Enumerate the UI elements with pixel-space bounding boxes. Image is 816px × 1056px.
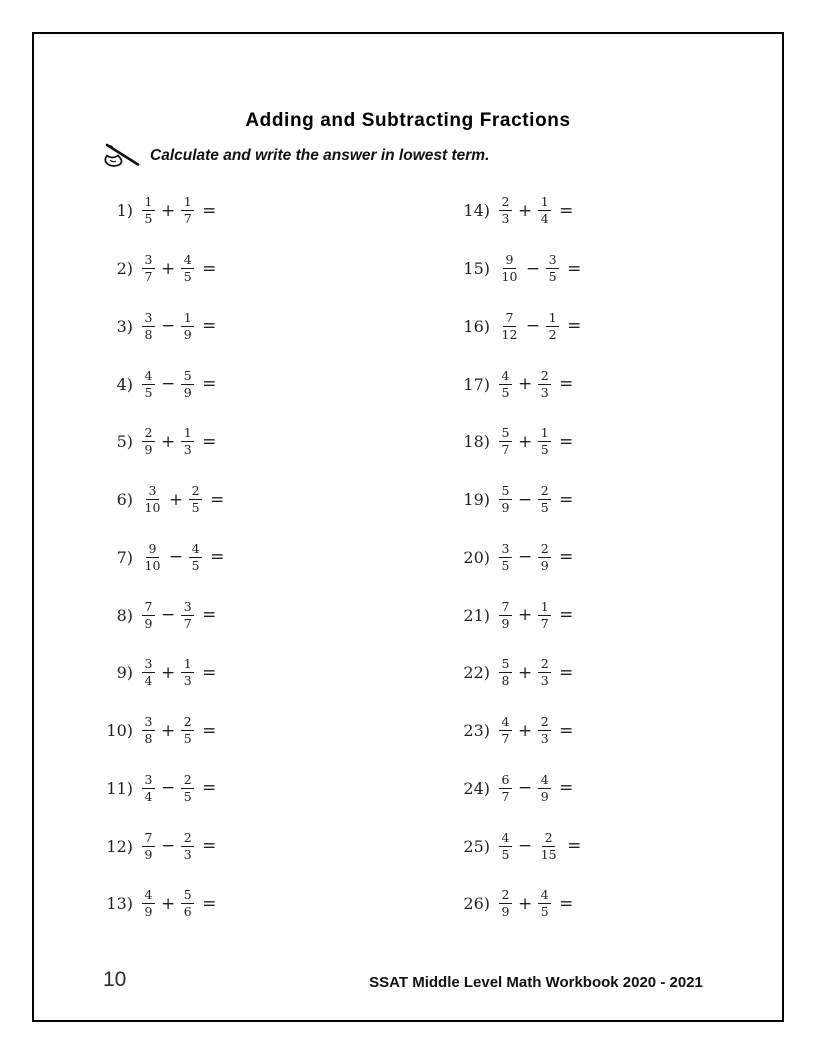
problem-row xyxy=(448,182,581,240)
problem-number: 10) xyxy=(106,721,133,741)
problem-number: 5) xyxy=(116,432,133,452)
fraction-first xyxy=(499,600,512,631)
fraction-first xyxy=(499,831,512,862)
fraction-second xyxy=(181,253,194,284)
fraction-numerator: 4 xyxy=(538,773,551,789)
fraction-denominator: 9 xyxy=(540,557,549,573)
fraction-numerator: 2 xyxy=(538,484,551,500)
equals-sign: = xyxy=(202,200,217,221)
fraction-denominator: 2 xyxy=(548,326,557,342)
equals-sign: = xyxy=(202,316,217,337)
fraction-first xyxy=(499,542,512,573)
fraction-numerator: 2 xyxy=(499,888,512,904)
problem-number: 17) xyxy=(463,374,490,394)
equals-sign: = xyxy=(559,547,574,568)
fraction-denominator: 9 xyxy=(144,904,153,920)
fraction-numerator: 1 xyxy=(181,657,194,673)
problem-number: 19) xyxy=(463,490,490,510)
fraction-first xyxy=(499,657,512,688)
problem-row xyxy=(448,875,581,933)
fraction-numerator: 1 xyxy=(546,311,559,327)
fraction-second xyxy=(181,831,194,862)
fraction-second xyxy=(538,426,551,457)
fraction-first xyxy=(142,600,155,631)
operator-sign: − xyxy=(160,374,176,395)
problem-row xyxy=(448,413,581,471)
fraction-numerator: 2 xyxy=(181,831,194,847)
operator-sign: + xyxy=(517,893,533,914)
fraction-numerator: 3 xyxy=(142,715,155,731)
problem-number: 12) xyxy=(106,836,133,856)
fraction-numerator: 4 xyxy=(181,253,194,269)
fraction-second xyxy=(538,657,551,688)
fraction-first xyxy=(499,253,520,284)
problem-number: 25) xyxy=(463,836,490,856)
operator-sign: + xyxy=(160,431,176,452)
fraction-denominator: 5 xyxy=(540,904,549,920)
problem-row xyxy=(448,817,581,875)
fraction-denominator: 5 xyxy=(191,500,200,516)
fraction-second xyxy=(538,369,551,400)
fraction-numerator: 5 xyxy=(499,426,512,442)
fraction-denominator: 9 xyxy=(183,326,192,342)
fraction-second xyxy=(181,773,194,804)
problem-row xyxy=(448,298,581,356)
fraction-first xyxy=(142,253,155,284)
problem-number: 21) xyxy=(463,605,490,625)
operator-sign: − xyxy=(517,489,533,510)
problem-number: 23) xyxy=(463,721,490,741)
operator-sign: + xyxy=(168,489,184,510)
operator-sign: + xyxy=(517,431,533,452)
problem-number: 3) xyxy=(116,316,133,336)
fraction-numerator: 9 xyxy=(503,253,516,269)
fraction-denominator: 9 xyxy=(144,615,153,631)
operator-sign: − xyxy=(160,836,176,857)
fraction-denominator: 9 xyxy=(501,500,510,516)
fraction-numerator: 2 xyxy=(538,542,551,558)
fraction-denominator: 7 xyxy=(501,788,510,804)
equals-sign: = xyxy=(210,547,225,568)
problem-number: 13) xyxy=(106,894,133,914)
fraction-first xyxy=(142,311,155,342)
fraction-denominator: 5 xyxy=(501,846,510,862)
fraction-second xyxy=(538,888,551,919)
equals-sign: = xyxy=(567,316,582,337)
fraction-numerator: 3 xyxy=(146,484,159,500)
problem-row xyxy=(91,471,224,529)
problem-number: 7) xyxy=(116,547,133,567)
fraction-denominator: 5 xyxy=(183,269,192,285)
fraction-second xyxy=(181,600,194,631)
fraction-numerator: 1 xyxy=(181,311,194,327)
fraction-denominator: 10 xyxy=(501,269,518,285)
problem-number: 15) xyxy=(463,259,490,279)
fraction-second xyxy=(538,715,551,746)
fraction-denominator: 5 xyxy=(501,557,510,573)
fraction-numerator: 2 xyxy=(142,426,155,442)
fraction-numerator: 2 xyxy=(542,831,555,847)
operator-sign: + xyxy=(517,605,533,626)
operator-sign: + xyxy=(160,893,176,914)
fraction-first xyxy=(142,369,155,400)
fraction-denominator: 4 xyxy=(144,788,153,804)
fraction-second xyxy=(538,773,551,804)
fraction-denominator: 7 xyxy=(540,615,549,631)
instruction-row xyxy=(104,142,489,170)
fraction-denominator: 7 xyxy=(183,211,192,227)
fraction-denominator: 7 xyxy=(501,442,510,458)
problem-number: 9) xyxy=(116,663,133,683)
equals-sign: = xyxy=(202,836,217,857)
fraction-first xyxy=(142,831,155,862)
fraction-denominator: 3 xyxy=(540,673,549,689)
problem-row xyxy=(448,586,581,644)
fraction-numerator: 2 xyxy=(538,369,551,385)
fraction-denominator: 6 xyxy=(183,904,192,920)
fraction-denominator: 12 xyxy=(501,326,518,342)
problem-number: 16) xyxy=(463,316,490,336)
fraction-denominator: 5 xyxy=(548,269,557,285)
fraction-numerator: 5 xyxy=(181,369,194,385)
fraction-numerator: 7 xyxy=(499,600,512,616)
fraction-numerator: 2 xyxy=(538,715,551,731)
equals-sign: = xyxy=(202,258,217,279)
problem-number: 20) xyxy=(463,547,490,567)
operator-sign: + xyxy=(160,200,176,221)
fraction-numerator: 3 xyxy=(546,253,559,269)
fraction-second xyxy=(538,195,551,226)
fraction-first xyxy=(499,195,512,226)
fraction-first xyxy=(499,311,520,342)
problem-row xyxy=(91,413,224,471)
problem-row xyxy=(91,760,224,818)
fraction-numerator: 5 xyxy=(499,657,512,673)
fraction-denominator: 4 xyxy=(144,673,153,689)
operator-sign: − xyxy=(517,778,533,799)
fraction-numerator: 3 xyxy=(142,773,155,789)
fraction-numerator: 3 xyxy=(142,311,155,327)
equals-sign: = xyxy=(559,893,574,914)
equals-sign: = xyxy=(567,836,582,857)
operator-sign: − xyxy=(517,547,533,568)
fraction-numerator: 4 xyxy=(142,888,155,904)
fraction-second xyxy=(189,484,202,515)
problem-number: 4) xyxy=(116,374,133,394)
fraction-numerator: 1 xyxy=(181,426,194,442)
fraction-numerator: 7 xyxy=(142,600,155,616)
operator-sign: − xyxy=(160,316,176,337)
footer-page-number: 10 xyxy=(103,968,127,991)
operator-sign: − xyxy=(525,316,541,337)
fraction-second xyxy=(538,484,551,515)
operator-sign: + xyxy=(160,258,176,279)
fraction-first xyxy=(142,773,155,804)
fraction-denominator: 9 xyxy=(501,615,510,631)
fraction-numerator: 4 xyxy=(499,715,512,731)
fraction-denominator: 3 xyxy=(540,384,549,400)
fraction-numerator: 5 xyxy=(181,888,194,904)
fraction-numerator: 7 xyxy=(503,311,516,327)
fraction-denominator: 4 xyxy=(540,211,549,227)
equals-sign: = xyxy=(559,200,574,221)
fraction-numerator: 1 xyxy=(538,195,551,211)
operator-sign: + xyxy=(517,200,533,221)
problem-row xyxy=(91,529,224,587)
equals-sign: = xyxy=(559,720,574,741)
problem-number: 26) xyxy=(463,894,490,914)
operator-sign: − xyxy=(517,836,533,857)
fraction-denominator: 3 xyxy=(183,846,192,862)
fraction-first xyxy=(499,773,512,804)
problem-row xyxy=(91,702,224,760)
operator-sign: + xyxy=(517,374,533,395)
problem-number: 2) xyxy=(116,259,133,279)
fraction-denominator: 8 xyxy=(501,673,510,689)
fraction-denominator: 7 xyxy=(501,731,510,747)
fraction-numerator: 6 xyxy=(499,773,512,789)
problem-number: 14) xyxy=(463,201,490,221)
problem-row xyxy=(91,817,224,875)
fraction-second xyxy=(181,195,194,226)
problem-row xyxy=(448,702,581,760)
problem-row xyxy=(91,644,224,702)
fraction-first xyxy=(142,542,163,573)
fraction-denominator: 5 xyxy=(144,384,153,400)
fraction-denominator: 8 xyxy=(144,326,153,342)
fraction-first xyxy=(142,195,155,226)
problem-number: 6) xyxy=(116,490,133,510)
fraction-denominator: 3 xyxy=(501,211,510,227)
fraction-numerator: 1 xyxy=(142,195,155,211)
equals-sign: = xyxy=(559,605,574,626)
fraction-denominator: 3 xyxy=(183,673,192,689)
page-title: Adding and Subtracting Fractions xyxy=(245,109,571,131)
fraction-denominator: 15 xyxy=(540,846,557,862)
fraction-denominator: 10 xyxy=(144,500,161,516)
fraction-denominator: 3 xyxy=(540,731,549,747)
fraction-denominator: 9 xyxy=(540,788,549,804)
fraction-numerator: 1 xyxy=(538,600,551,616)
operator-sign: − xyxy=(160,605,176,626)
fraction-numerator: 4 xyxy=(499,831,512,847)
problem-row xyxy=(448,644,581,702)
problem-row xyxy=(91,875,224,933)
problem-row xyxy=(448,760,581,818)
fraction-second xyxy=(538,542,551,573)
equals-sign: = xyxy=(559,778,574,799)
fraction-denominator: 5 xyxy=(540,500,549,516)
equals-sign: = xyxy=(202,374,217,395)
fraction-first xyxy=(142,657,155,688)
fraction-denominator: 9 xyxy=(144,846,153,862)
fraction-numerator: 4 xyxy=(499,369,512,385)
fraction-numerator: 2 xyxy=(499,195,512,211)
fraction-denominator: 7 xyxy=(183,615,192,631)
equals-sign: = xyxy=(202,662,217,683)
fraction-denominator: 5 xyxy=(191,557,200,573)
operator-sign: − xyxy=(168,547,184,568)
fraction-first xyxy=(499,484,512,515)
problem-row xyxy=(91,298,224,356)
operator-sign: + xyxy=(517,720,533,741)
problem-row xyxy=(91,355,224,413)
fraction-numerator: 2 xyxy=(181,773,194,789)
equals-sign: = xyxy=(202,431,217,452)
operator-sign: + xyxy=(160,662,176,683)
equals-sign: = xyxy=(202,720,217,741)
problems-column-left xyxy=(91,182,224,933)
operator-sign: − xyxy=(160,778,176,799)
fraction-second xyxy=(546,311,559,342)
equals-sign: = xyxy=(202,893,217,914)
fraction-first xyxy=(499,715,512,746)
problems-column-right xyxy=(448,182,581,933)
fraction-first xyxy=(142,484,163,515)
problem-number: 24) xyxy=(463,778,490,798)
fraction-numerator: 1 xyxy=(538,426,551,442)
fraction-denominator: 8 xyxy=(144,731,153,747)
fraction-numerator: 2 xyxy=(538,657,551,673)
fraction-numerator: 4 xyxy=(142,369,155,385)
fraction-numerator: 9 xyxy=(146,542,159,558)
fraction-numerator: 7 xyxy=(142,831,155,847)
fraction-numerator: 1 xyxy=(181,195,194,211)
problem-row xyxy=(448,529,581,587)
equals-sign: = xyxy=(202,605,217,626)
fraction-second xyxy=(181,369,194,400)
problem-row xyxy=(448,471,581,529)
fraction-numerator: 3 xyxy=(181,600,194,616)
fraction-second xyxy=(546,253,559,284)
problem-number: 8) xyxy=(116,605,133,625)
operator-sign: + xyxy=(517,662,533,683)
fraction-denominator: 10 xyxy=(144,557,161,573)
fraction-denominator: 3 xyxy=(183,442,192,458)
problem-row xyxy=(91,240,224,298)
fraction-numerator: 5 xyxy=(499,484,512,500)
problem-number: 1) xyxy=(116,201,133,221)
equals-sign: = xyxy=(559,489,574,510)
writing-hand-icon xyxy=(104,142,141,170)
equals-sign: = xyxy=(559,431,574,452)
fraction-first xyxy=(499,888,512,919)
fraction-denominator: 9 xyxy=(183,384,192,400)
fraction-second xyxy=(181,888,194,919)
equals-sign: = xyxy=(202,778,217,799)
problem-row xyxy=(91,586,224,644)
fraction-numerator: 4 xyxy=(189,542,202,558)
fraction-denominator: 9 xyxy=(144,442,153,458)
problem-number: 22) xyxy=(463,663,490,683)
equals-sign: = xyxy=(559,374,574,395)
fraction-numerator: 3 xyxy=(142,253,155,269)
fraction-first xyxy=(499,426,512,457)
fraction-first xyxy=(499,369,512,400)
fraction-first xyxy=(142,888,155,919)
fraction-denominator: 9 xyxy=(501,904,510,920)
equals-sign: = xyxy=(567,258,582,279)
fraction-second xyxy=(538,600,551,631)
operator-sign: − xyxy=(525,258,541,279)
fraction-second xyxy=(181,657,194,688)
fraction-second xyxy=(181,311,194,342)
fraction-denominator: 5 xyxy=(540,442,549,458)
fraction-denominator: 5 xyxy=(144,211,153,227)
instruction-text: Calculate and write the answer in lowest term. xyxy=(150,147,490,164)
fraction-second xyxy=(538,831,559,862)
problem-row xyxy=(448,240,581,298)
fraction-numerator: 2 xyxy=(189,484,202,500)
operator-sign: + xyxy=(160,720,176,741)
problem-number: 18) xyxy=(463,432,490,452)
fraction-numerator: 4 xyxy=(538,888,551,904)
fraction-numerator: 2 xyxy=(181,715,194,731)
problem-row xyxy=(448,355,581,413)
fraction-denominator: 7 xyxy=(144,269,153,285)
equals-sign: = xyxy=(559,662,574,683)
fraction-denominator: 5 xyxy=(183,788,192,804)
footer-book-title: SSAT Middle Level Math Workbook 2020 - 2021 xyxy=(369,974,703,991)
fraction-numerator: 3 xyxy=(499,542,512,558)
fraction-denominator: 5 xyxy=(501,384,510,400)
fraction-second xyxy=(181,426,194,457)
equals-sign: = xyxy=(210,489,225,510)
problem-row xyxy=(91,182,224,240)
problem-number: 11) xyxy=(106,778,133,798)
fraction-first xyxy=(142,715,155,746)
fraction-numerator: 3 xyxy=(142,657,155,673)
fraction-second xyxy=(189,542,202,573)
fraction-first xyxy=(142,426,155,457)
fraction-second xyxy=(181,715,194,746)
fraction-denominator: 5 xyxy=(183,731,192,747)
